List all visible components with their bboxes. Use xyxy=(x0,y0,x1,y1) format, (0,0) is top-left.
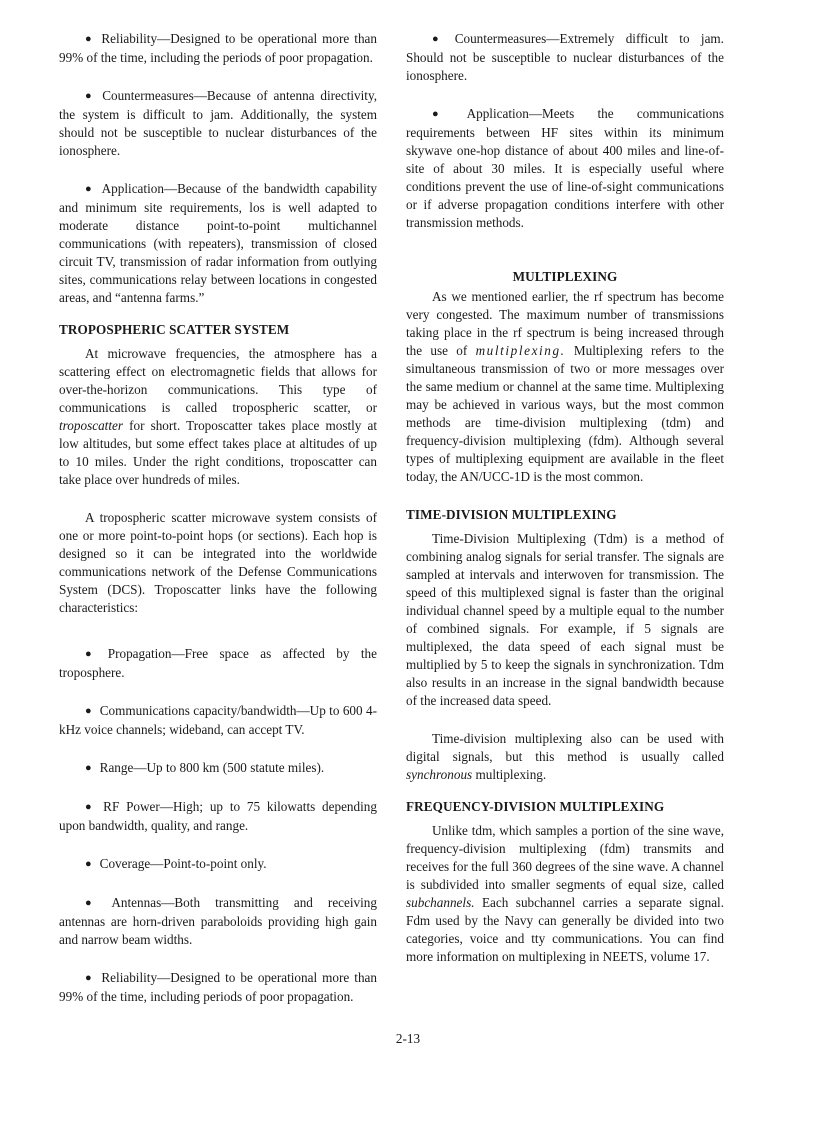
left-column xyxy=(59,30,377,1006)
fdm-heading: FREQUENCY-DIVISION MULTIPLEXING xyxy=(406,799,665,814)
bullet-countermeasures-hf: ● Countermeasures—Extremely difficult to jam. Should not be susceptible to nuclear disturbances of the ionosphere. xyxy=(406,30,724,85)
bullet-reliability-tropo: ● Reliability—Designed to be operational more than 99% of the time, including periods of poor propagation. xyxy=(59,969,377,1006)
tropo-heading: TROPOSPHERIC SCATTER SYSTEM xyxy=(59,322,290,337)
tdm-p2-emphasis: synchronous xyxy=(406,767,473,782)
tropo-p1-text-b: for short. Troposcatter takes place mostly at low altitudes, but some effect takes place at altitudes of up to 10 miles. Under the right conditions, troposcatter can take place over hundreds of miles. xyxy=(59,418,378,487)
bullet-reliability-los: ● Reliability—Designed to be operational more than 99% of the time, including the periods of poor propagation. xyxy=(59,30,377,67)
tdm-p2-text-a: Time-division multiplexing also can be used with digital signals, but this method is usually called xyxy=(406,731,724,764)
tdm-heading: TIME-DIVISION MULTIPLEXING xyxy=(406,507,617,522)
bullet-application-hf: ● Application—Meets the communications requirements between HF sites within its minimum skywave one-hop distance of about 400 miles and line-of-site of about 30 miles. It is especially useful where conditions prevent the use of line-of-sight communications or if adverse propagation conditions interfere with other transmission methods. xyxy=(406,105,724,232)
bullet-capacity: ● Communications capacity/bandwidth—Up to 600 4-kHz voice channels; wideband, can accept TV. xyxy=(59,702,377,739)
fdm-text-a: Unlike tdm, which samples a portion of the sine wave, frequency-division multiplexing (fdm) transmits and receives for the full 360 degrees of the sine wave. A channel is subdivided into smaller segments of equal size, called xyxy=(406,823,724,892)
bullet-countermeasures-los: ● Countermeasures—Because of antenna directivity, the system is difficult to jam. Additionally, the system should not be susceptible to nuclear disturbances of the ionosphere. xyxy=(59,87,377,160)
bullet-antennas: ● Antennas—Both transmitting and receiving antennas are horn-driven paraboloids providing high gain and narrow beam widths. xyxy=(59,894,377,949)
tropo-p1-emphasis: troposcatter xyxy=(59,418,123,433)
mux-text-b: Multiplexing refers to the simultaneous transmission of two or more messages over the same medium or channel at the same time. Multiplexing may be achieved in various ways, but the most common methods are time-division multiplexing (tdm) and frequency-division multiplexing (fdm). Although several types of multiplexing equipment are available in the fleet today, the AN/UCC-1D is the most common. xyxy=(406,343,725,484)
tropo-paragraph-2: A tropospheric scatter microwave system consists of one or more point-to-point hops (or sections). Each hop is designed so it can be integrated into the worldwide communications network of the Defense Communications System (DCS). Troposcatter links have the following characteristics: xyxy=(59,510,377,615)
multiplexing-heading: MULTIPLEXING xyxy=(512,269,618,284)
page-number: 2-13 xyxy=(395,1031,421,1046)
tdm-paragraph-1: Time-Division Multiplexing (Tdm) is a method of combining analog signals for serial transfer. The signals are sampled at intervals and interwoven for transmission. The speed of this multiplexed signal is faster than the original individual channel speed by a multiple equal to the number of combined signals. For example, if 5 signals are multiplexed, the data speed of each signal must be multiplied by 5 to keep the signals in synchronization. Tdm also results in an increase in the signal bandwidth because of the increased data speed. xyxy=(406,531,724,708)
mux-text-a: As we mentioned earlier, the rf spectrum has become very congested. The maximum number of transmissions taking place in the rf spectrum is being increased through the use of xyxy=(406,289,724,358)
bullet-range: ● Range—Up to 800 km (500 statute miles). xyxy=(59,759,377,778)
fdm-text-b: Each subchannel carries a separate signal. Fdm used by the Navy can generally be divided into two categories, voice and tty communications. You can find more information on multiplexing in NEETS, volume 17. xyxy=(406,895,725,964)
tropo-p1-text-a: At microwave frequencies, the atmosphere has a scattering effect on electromagnetic fields that allows for over-the-horizon communications. This type of communications is called tropospheric scatter, or xyxy=(59,346,377,415)
bullet-application-los: ● Application—Because of the bandwidth capability and minimum site requirements, los is well adapted to moderate distance point-to-point multichannel communications (with repeaters), transmission of closed circuit TV, transmission of radar information from outlying sites, communications relay between locations in congested areas, and “antenna farms.” xyxy=(59,180,377,307)
bullet-propagation: ● Propagation—Free space as affected by the troposphere. xyxy=(59,645,377,682)
multiplexing-paragraph xyxy=(406,288,724,486)
bullet-coverage: ● Coverage—Point-to-point only. xyxy=(59,855,377,874)
fdm-paragraph xyxy=(406,822,724,966)
tropo-paragraph-1 xyxy=(59,345,377,489)
tdm-paragraph-2 xyxy=(406,730,724,784)
tdm-p2-text-b: multiplexing. xyxy=(475,767,547,782)
mux-emphasis: multiplexing. xyxy=(475,343,566,358)
bullet-rf-power: ● RF Power—High; up to 75 kilowatts depending upon bandwidth, quality, and range. xyxy=(59,798,377,835)
fdm-emphasis: subchannels. xyxy=(406,895,475,910)
right-column xyxy=(406,30,724,966)
